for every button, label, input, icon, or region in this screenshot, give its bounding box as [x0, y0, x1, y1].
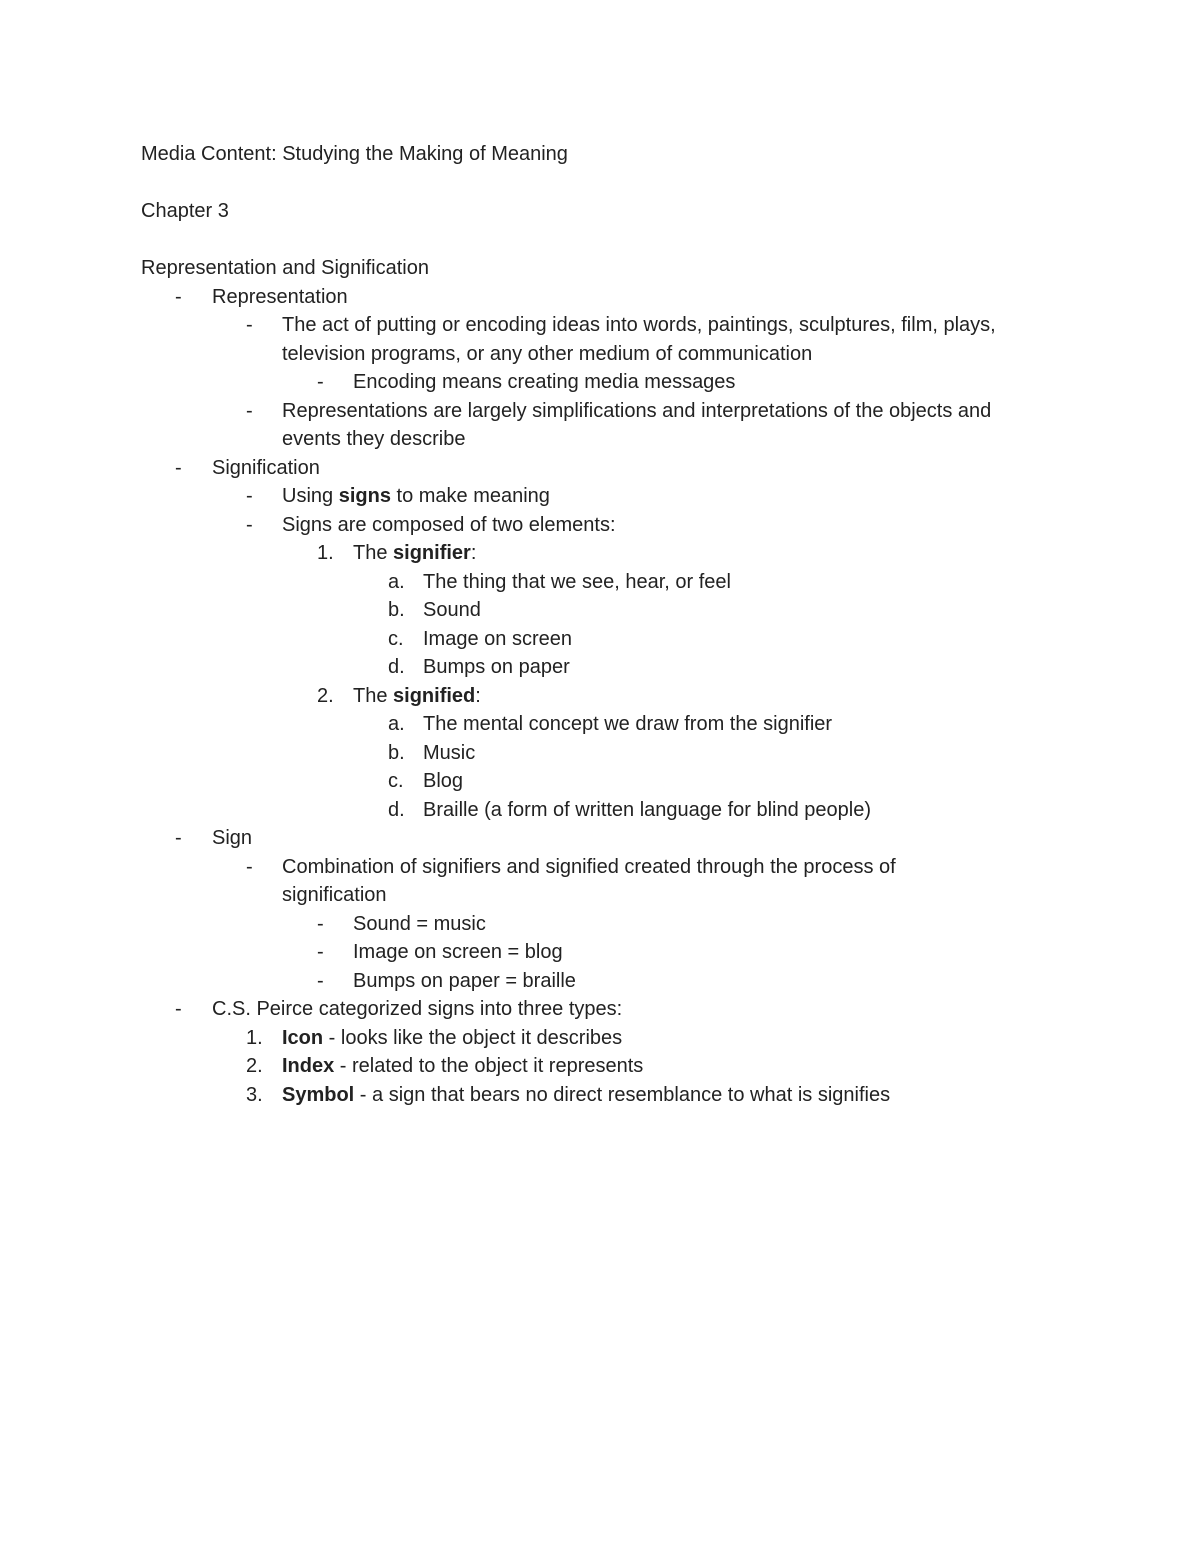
list-item-text [423, 653, 570, 682]
outline-item [0, 910, 1200, 939]
outline-list [0, 283, 1200, 1110]
text-run: Encoding means creating media messages [353, 371, 736, 393]
list-item-text [212, 824, 252, 853]
text-run: signification [282, 884, 387, 906]
list-item-text [282, 425, 465, 454]
list-item-text [282, 881, 387, 910]
text-run: Representation [212, 285, 348, 308]
text-run: Image on screen = blog [353, 941, 563, 963]
outline-item [0, 596, 1200, 625]
list-marker: d. [388, 798, 405, 821]
list-marker: - [246, 485, 253, 507]
outline-item [0, 511, 1200, 540]
text-run: Music [423, 741, 476, 764]
text-run: events they describe [282, 428, 466, 450]
text-run: Sound = music [353, 912, 486, 935]
outline-item [0, 482, 1200, 511]
text-run: Using [282, 485, 339, 507]
list-item-text [282, 397, 991, 426]
list-item-text [353, 539, 476, 568]
spacer [0, 169, 1200, 198]
bold-term: signifier [393, 542, 471, 564]
outline-item [0, 995, 1200, 1024]
bold-term: Index [282, 1055, 335, 1077]
list-marker: - [175, 456, 182, 479]
list-item-text [282, 853, 896, 882]
list-marker: - [175, 998, 182, 1020]
list-item-text [282, 1081, 890, 1110]
bold-term: Icon [282, 1026, 324, 1049]
list-marker: - [246, 314, 253, 336]
text-run: Signification [212, 456, 320, 479]
text-run: The [353, 684, 394, 707]
text-run: Bumps on paper [423, 656, 570, 678]
list-item-text [282, 482, 550, 511]
text-run: The act of putting or encoding ideas into words, paintings, sculptures, film, plays, [282, 314, 996, 336]
outline-item [0, 710, 1200, 739]
outline-item [0, 824, 1200, 853]
outline-item [0, 425, 1200, 454]
list-item-text [423, 767, 463, 796]
list-item-text [353, 368, 735, 397]
outline-item [0, 767, 1200, 796]
text-run: Representations are largely simplifications and interpretations of the objects and [282, 399, 992, 422]
text-run: The thing that we see, hear, or feel [423, 570, 731, 593]
list-item-text [353, 910, 486, 939]
text-run: Bumps on paper = braille [353, 969, 576, 992]
list-marker: - [317, 371, 324, 393]
outline-item [0, 881, 1200, 910]
list-marker: 2. [317, 684, 334, 707]
chapter-heading: Chapter 3 [141, 200, 229, 222]
text-run: The [353, 542, 394, 564]
outline-item [0, 340, 1200, 369]
outline-item [0, 1081, 1200, 1110]
list-item-text [423, 739, 475, 768]
text-run: : [475, 684, 481, 707]
outline-item [0, 311, 1200, 340]
text-run: Combination of signifiers and signified created through the process of [282, 855, 896, 878]
section-heading: Representation and Signification [141, 257, 429, 279]
list-marker: b. [388, 741, 405, 764]
list-marker: c. [388, 770, 404, 792]
text-run: to make meaning [390, 485, 550, 507]
list-item-text [282, 1052, 643, 1081]
text-run: Sound [423, 599, 481, 621]
list-marker: b. [388, 599, 405, 621]
outline-item [0, 397, 1200, 426]
list-marker: - [317, 912, 324, 935]
list-marker: - [246, 513, 253, 536]
list-marker: - [246, 855, 253, 878]
list-marker: 3. [246, 1083, 263, 1106]
list-item-text [423, 596, 481, 625]
outline-item [0, 1024, 1200, 1053]
text-run: Braille (a form of written language for blind people) [423, 798, 872, 821]
document-title: Media Content: Studying the Making of Meaning [141, 143, 568, 165]
list-marker: a. [388, 570, 405, 593]
text-run: television programs, or any other medium of communication [282, 342, 813, 365]
outline-item [0, 539, 1200, 568]
list-item-text [423, 710, 832, 739]
text-run: The mental concept we draw from the signifier [423, 713, 833, 735]
list-marker: - [175, 285, 182, 308]
text-run: Sign [212, 827, 253, 849]
list-marker: 1. [317, 542, 334, 564]
list-marker: - [317, 941, 324, 963]
text-run: - a sign that bears no direct resemblance to what is signifies [354, 1083, 891, 1106]
list-item-text [353, 967, 576, 996]
outline-item [0, 682, 1200, 711]
outline-item [0, 368, 1200, 397]
text-run: Signs are composed of two elements: [282, 513, 616, 536]
list-item-text [282, 1024, 622, 1053]
list-item-text [212, 283, 348, 312]
list-marker: - [246, 399, 253, 422]
text-run: : [470, 542, 477, 564]
list-item-text [353, 682, 481, 711]
outline-item [0, 853, 1200, 882]
list-marker: d. [388, 656, 405, 678]
list-marker: 1. [246, 1026, 263, 1049]
outline-item [0, 653, 1200, 682]
outline-item [0, 739, 1200, 768]
text-run: Blog [423, 770, 464, 792]
outline-item [0, 625, 1200, 654]
list-marker: c. [388, 627, 404, 650]
outline-item [0, 283, 1200, 312]
list-marker: - [175, 827, 182, 849]
list-marker: a. [388, 713, 405, 735]
list-item-text [282, 340, 812, 369]
bold-term: Symbol [282, 1083, 355, 1106]
outline-item [0, 1052, 1200, 1081]
list-item-text [282, 511, 616, 540]
list-item-text [423, 796, 871, 825]
list-item-text [353, 938, 563, 967]
outline-item [0, 938, 1200, 967]
text-run: C.S. Peirce categorized signs into three types: [212, 998, 623, 1020]
outline-item [0, 568, 1200, 597]
outline-item [0, 454, 1200, 483]
spacer [0, 226, 1200, 255]
list-marker: - [317, 969, 324, 992]
text-run: - looks like the object it describes [323, 1026, 623, 1049]
text-run: Image on screen [423, 627, 572, 650]
text-run: - related to the object it represents [334, 1055, 644, 1077]
list-item-text [423, 625, 572, 654]
outline-item [0, 796, 1200, 825]
list-item-text [282, 311, 996, 340]
list-item-text [212, 995, 622, 1024]
bold-term: signs [338, 485, 391, 507]
list-marker: 2. [246, 1055, 263, 1077]
list-item-text [423, 568, 731, 597]
list-item-text [212, 454, 320, 483]
outline-item [0, 967, 1200, 996]
bold-term: signified [393, 684, 476, 707]
